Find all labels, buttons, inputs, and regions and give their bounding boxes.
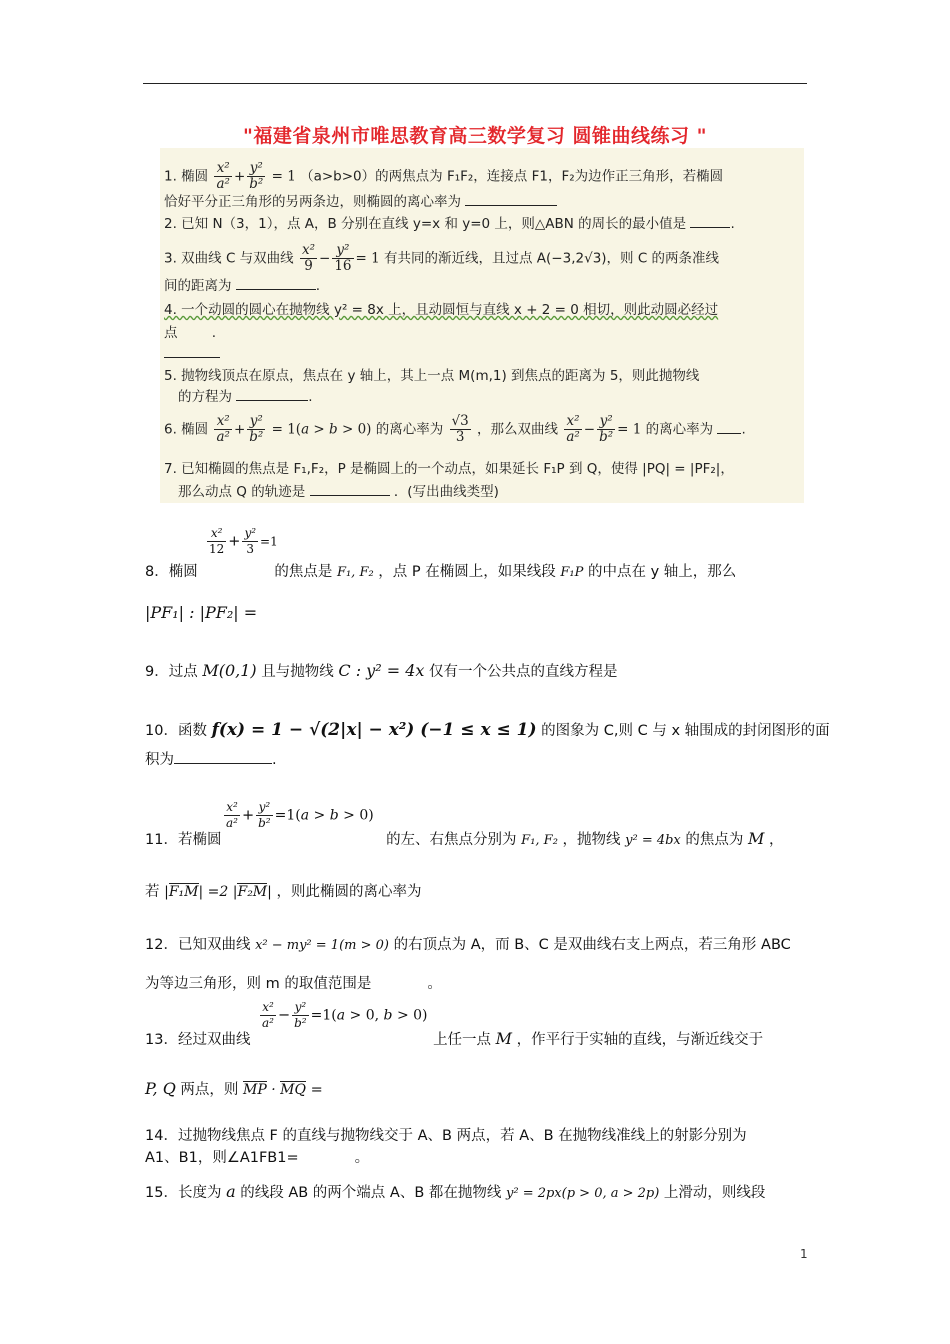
problem-4: 4. 一个动圆的圆心在抛物线 y² = 8x 上，且动圆恒与直线 x + 2 = 0 相切，则此动圆必经过 (164, 302, 719, 318)
q9: 9．过点 M(0,1) 且与抛物线 C : y² = 4x 仅有一个公共点的直线方程是 (145, 661, 618, 680)
problem-5: 5. 抛物线顶点在原点，焦点在 y 轴上，其上一点 M(m,1) 到焦点的距离为 5，则此抛物线 (164, 368, 700, 384)
fraction: $\frac{\text{y²}}{16}$ (334, 242, 352, 274)
fraction: $\frac{\text{x²}}{\text{a²}}$ (262, 1000, 274, 1030)
answer-blank (717, 421, 741, 434)
q8: 8．椭圆 的焦点是 F₁, F₂ ，点 P 在椭圆上，如果线段 F₁P 的中点在 y 轴上，那么 (145, 564, 737, 580)
problem-3-cont: 间的距离为 . (164, 278, 321, 294)
fraction: $\frac{\text{y²}}{\text{b²}}$ (258, 800, 271, 830)
q10: 10．函数 f(x) = 1 − √(2|x| − x²) (−1 ≤ x ≤ 1) 的图象为 C,则 C 与 x 轴围成的封闭图形的面 (145, 720, 830, 740)
fraction: $\frac{\text{x²}}{\text{a²}}$ (216, 160, 230, 192)
problem-5-cont: 的方程为 . (178, 389, 313, 405)
fraction: $\frac{\text{x²}}{\text{a²}}$ (216, 413, 230, 445)
answer-blank (310, 483, 390, 496)
q14-cont: A1、B1，则∠A1FB1= 。 (145, 1150, 370, 1166)
q11: 11．若椭圆 的左、右焦点分别为 F₁, F₂ ，抛物线 y² = 4bx 的焦点为 M ， (145, 829, 784, 848)
problem-7: 7. 已知椭圆的焦点是 F₁,F₂，P 是椭圆上的一个动点，如果延长 F₁P 到 Q，使得 |PQ| = |PF₂|， (164, 461, 734, 477)
q14: 14．过抛物线焦点 F 的直线与抛物线交于 A、B 两点，若 A、B 在抛物线准线上的射影分别为 (145, 1128, 747, 1144)
answer-blank (690, 215, 730, 228)
fraction: $\frac{\text{x²}}{12}$ (209, 526, 225, 556)
q11-formula: $\frac{\text{x²}}{\text{a²}}$ + $\frac{\text{y²}}{\text{b²}}$ =1(a > b > 0) (226, 800, 374, 830)
q12-cont: 为等边三角形，则 m 的取值范围是 。 (145, 976, 442, 992)
fraction: $\frac{\text{y²}}{\text{b²}}$ (249, 413, 264, 445)
fraction: $\frac{\text{x²}}{\text{a²}}$ (226, 800, 238, 830)
q8-cont: |PF₁| : |PF₂| = (145, 603, 258, 622)
q11-cont: 若 |F₁M| =2 |F₂M| ，则此椭圆的离心率为 (145, 884, 422, 900)
answer-blank (236, 388, 308, 401)
problem-6: 6. 椭圆 $\frac{\text{x²}}{\text{a²}}$ + $\frac{\text{y²}}{\text{b²}}$ = 1(a > b > 0) 的离心率为 $\frac{√3}{3}$ ，那么双曲线 $\frac{\text{x²}}{\text{a²}}$ − $\frac{\text{y²}}{\text{b²}}$ = 1 的离心率为 . (164, 413, 746, 445)
page-title: "福建省泉州市唯思教育高三数学复习 圆锥曲线练习 " (242, 125, 708, 147)
page-number: 1 (800, 1247, 808, 1261)
q10-cont: 积为 . (145, 752, 277, 768)
header-rule (143, 83, 807, 84)
q13-formula: $\frac{\text{x²}}{\text{a²}}$ − $\frac{\text{y²}}{\text{b²}}$ =1(a > 0, b > 0) (262, 1000, 428, 1030)
fraction: $\frac{\text{x²}}{9}$ (301, 242, 316, 274)
problem-3: 3. 双曲线 C 与双曲线 $\frac{\text{x²}}{9}$ − $\frac{\text{y²}}{16}$ = 1 有共同的渐近线，且过点 A(−3,2√3)，则 C 的两条准线 (164, 242, 720, 274)
fraction: $\frac{\text{y²}}{\text{b²}}$ (294, 1000, 307, 1030)
fraction: $\frac{\text{y²}}{3}$ (244, 526, 257, 556)
q13: 13．经过双曲线 上任一点 M ，作平行于实轴的直线，与渐近线交于 (145, 1029, 764, 1048)
problem-2: 2. 已知 N（3，1），点 A，B 分别在直线 y=x 和 y=0 上，则△ABN 的周长的最小值是 . (164, 216, 735, 232)
fraction: $\frac{√3}{3}$ (451, 413, 469, 445)
q13-cont: P, Q 两点，则 MP · MQ = (145, 1079, 323, 1098)
problem-4-blank (164, 345, 220, 363)
problem-4-cont: 点 . (164, 325, 217, 341)
fraction: $\frac{\text{y²}}{\text{b²}}$ (599, 413, 614, 445)
answer-blank (174, 751, 272, 764)
fraction: $\frac{\text{x²}}{\text{a²}}$ (566, 413, 580, 445)
answer-blank (164, 345, 220, 358)
problem-7-cont: 那么动点 Q 的轨迹是 ．(写出曲线类型) (178, 484, 499, 500)
q15: 15．长度为 a 的线段 AB 的两个端点 A、B 都在抛物线 y² = 2px(p > 0, a > 2p) 上滑动，则线段 (145, 1182, 766, 1201)
fraction: $\frac{\text{y²}}{\text{b²}}$ (249, 160, 264, 192)
answer-blank (236, 277, 316, 290)
problem-1-cont: 恰好平分正三角形的另两条边，则椭圆的离心率为 (164, 193, 557, 211)
q12: 12．已知双曲线 x² − my² = 1(m > 0) 的右顶点为 A，而 B、C 是双曲线右支上两点，若三角形 ABC (145, 937, 791, 953)
answer-blank (465, 193, 557, 206)
q8-formula: $\frac{\text{x²}}{12}$ + $\frac{\text{y²}}{3}$ =1 (209, 526, 278, 556)
problem-1: 1. 椭圆 $\frac{\text{x²}}{\text{a²}}$ + $\frac{\text{y²}}{\text{b²}}$ = 1 （a>b>0）的两焦点为 F₁F₂，连接点 F1，F₂为边作正三角形，若椭圆 (164, 160, 724, 192)
